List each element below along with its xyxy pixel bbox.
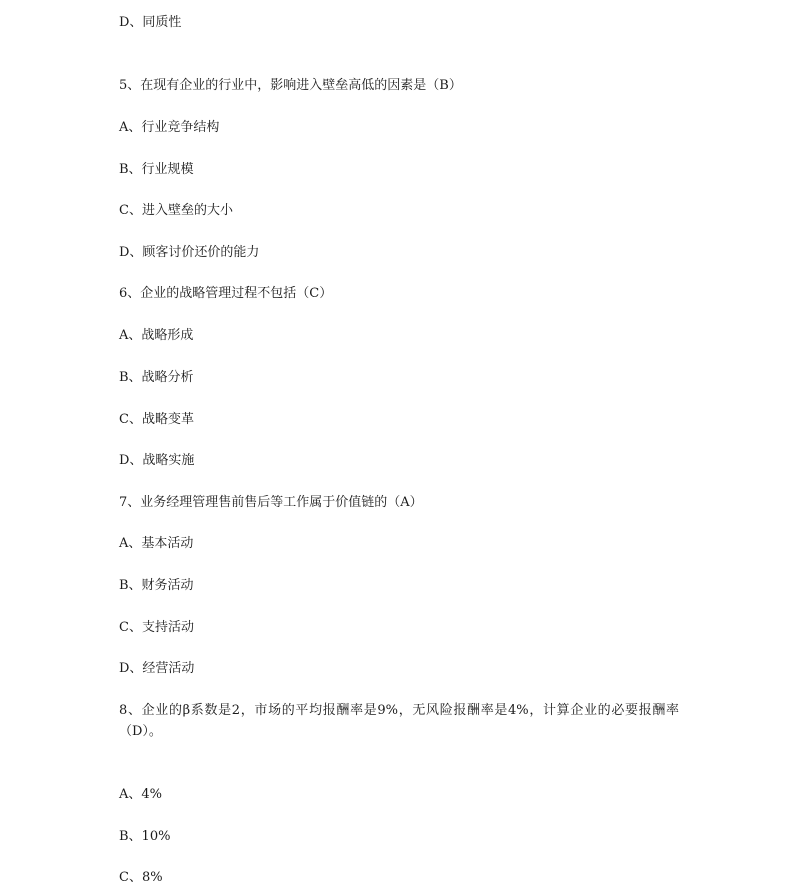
q7-option-d: D、经营活动 <box>119 661 195 676</box>
q8-option-a: A、4% <box>119 787 163 802</box>
q6-question: 6、企业的战略管理过程不包括（C） <box>119 286 333 301</box>
q7-option-b: B、财务活动 <box>119 578 194 593</box>
q5-option-c: C、进入壁垒的大小 <box>119 203 233 218</box>
q6-option-c: C、战略变革 <box>119 412 194 427</box>
q5-option-a: A、行业竞争结构 <box>119 120 220 135</box>
q7-option-c: C、支持活动 <box>119 620 194 635</box>
q5-option-b: B、行业规模 <box>119 162 194 177</box>
q5-option-d: D、顾客讨价还价的能力 <box>119 245 260 260</box>
q8-option-c: C、8% <box>119 870 163 885</box>
q6-option-a: A、战略形成 <box>119 328 194 343</box>
q5-question: 5、在现有企业的行业中，影响进入壁垒高低的因素是（B） <box>119 78 462 93</box>
q6-option-b: B、战略分析 <box>119 370 194 385</box>
q4-option-d: D、同质性 <box>119 15 182 30</box>
q7-question: 7、业务经理管理售前售后等工作属于价值链的（A） <box>119 495 423 510</box>
q7-option-a: A、基本活动 <box>119 536 194 551</box>
q8-question: 8、企业的β系数是2，市场的平均报酬率是9%，无风险报酬率是4%，计算企业的必要报酬率（D）。 <box>119 703 679 739</box>
q6-option-d: D、战略实施 <box>119 453 195 468</box>
q8-option-b: B、10% <box>119 829 171 844</box>
